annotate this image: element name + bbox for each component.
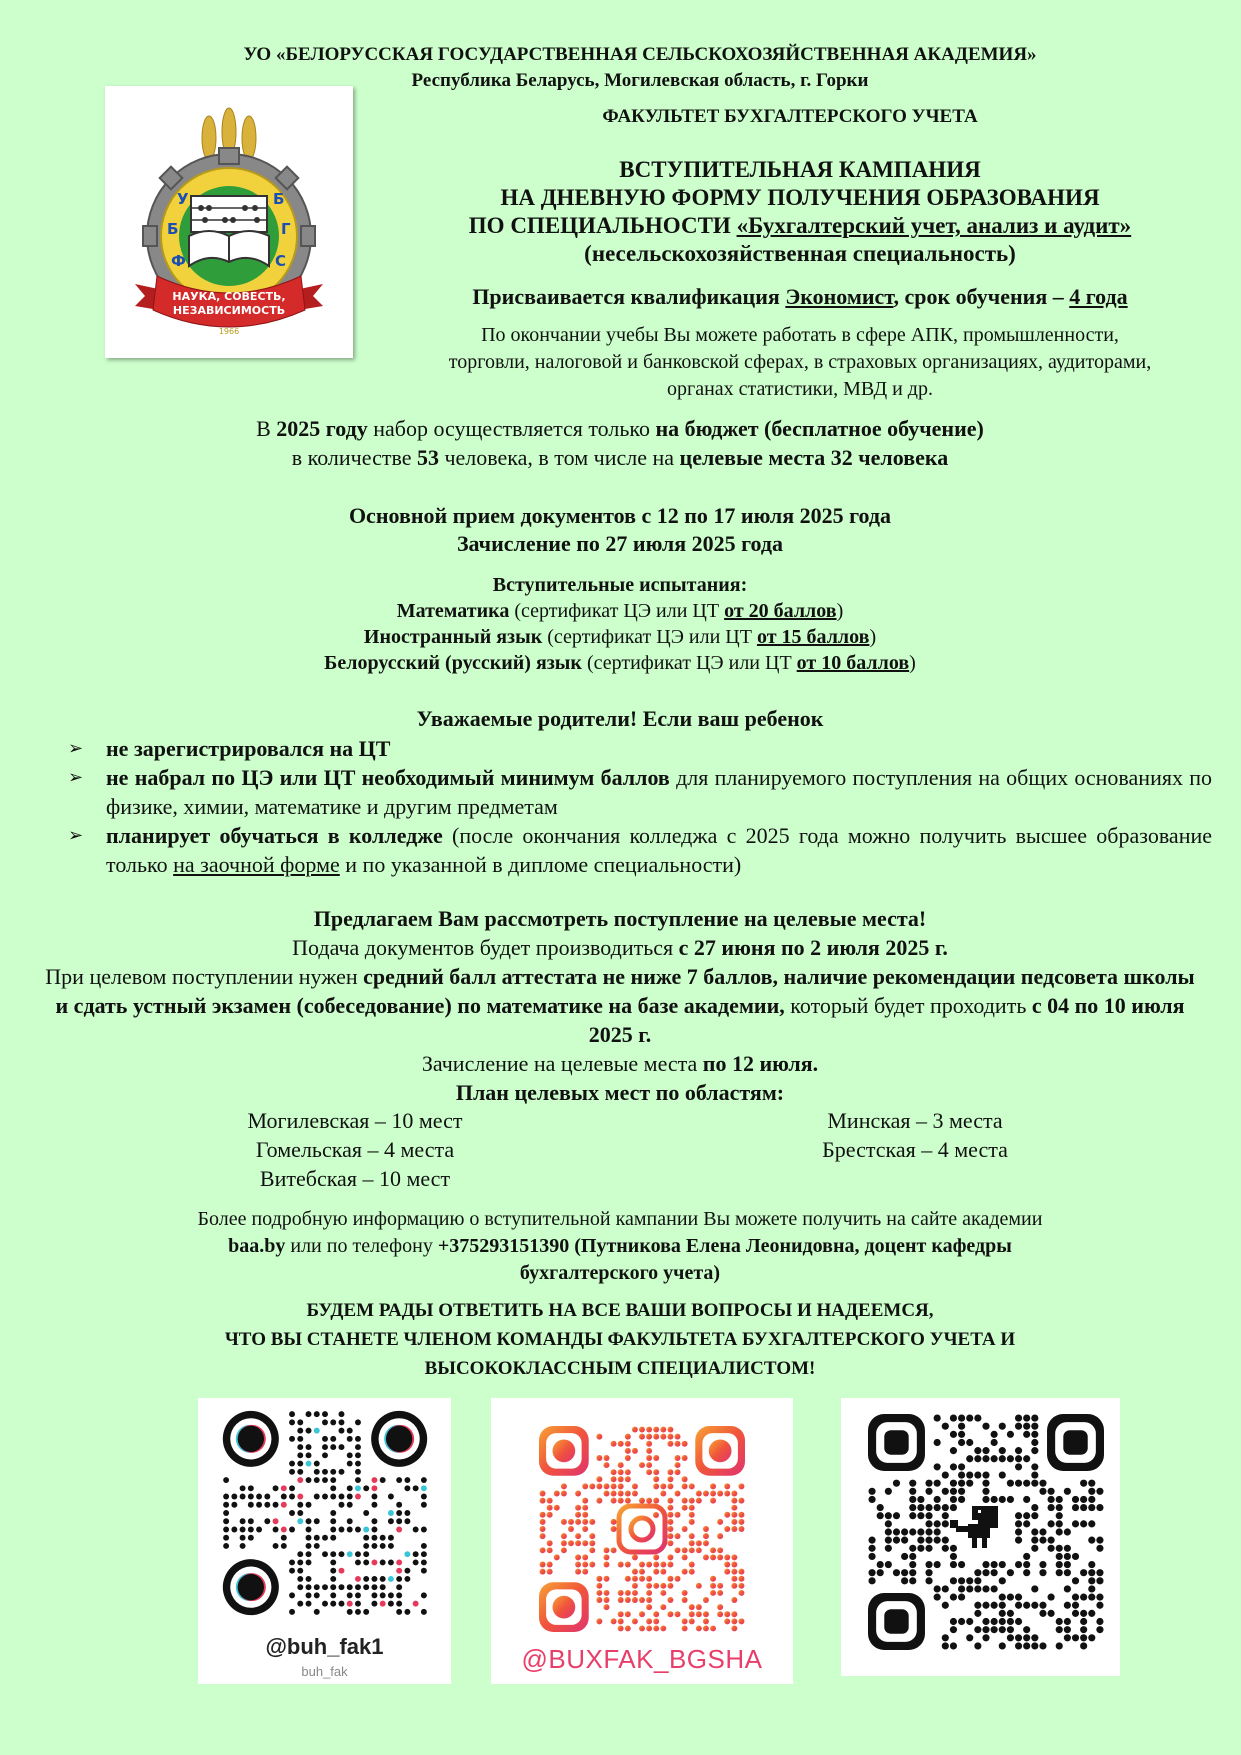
budget-text1: В: [256, 416, 277, 441]
logo-motto-line2: НЕЗАВИСИМОСТЬ: [172, 304, 286, 317]
regions-column-1: [190, 1106, 520, 1193]
offer-req-bold: средний балл аттестата не ниже 7 баллов, наличие рекомендации педсовета школы и сдать устный экзамен (собеседование) по математике на базе академии,: [55, 964, 1195, 1018]
list-item: [60, 763, 1212, 821]
contact-phone: +375293151390 (Путникова Елена Леонидовна, доцент кафедры: [437, 1235, 1012, 1257]
parents-bullets: [60, 734, 1212, 879]
exam-min-score: от 15 баллов: [756, 626, 870, 648]
work-areas-line3: органах статистики, МВД и др.: [667, 378, 933, 400]
qualification-middle: , срок обучения –: [893, 284, 1070, 309]
website-link[interactable]: baa.by: [228, 1235, 286, 1257]
budget-free: на бюджет (бесплатное обучение): [655, 416, 984, 441]
svg-text:Ф: Ф: [171, 252, 186, 270]
offer-submit: [40, 933, 1200, 962]
closing-line2: ЧТО ВЫ СТАНЕТЕ ЧЛЕНОМ КОМАНДЫ ФАКУЛЬТЕТА БУХГАЛТЕРСКОГО УЧЕТА И: [224, 1329, 1016, 1350]
budget-text4: человека, в том числе на: [438, 445, 680, 470]
budget-target: целевые места 32 человека: [679, 445, 949, 470]
work-areas: [380, 322, 1220, 403]
exam-subject: Белорусский (русский) язык: [324, 652, 582, 674]
exam-paren-close: ): [836, 600, 844, 622]
instagram-qr-card[interactable]: [491, 1398, 793, 1684]
closing-message: [80, 1296, 1160, 1383]
svg-text:Б: Б: [167, 220, 179, 238]
arrow-bullet-icon: ➢: [68, 738, 84, 759]
offer-req-prefix: При целевом поступлении нужен: [45, 964, 364, 989]
exam-paren-open: (: [509, 600, 522, 622]
instagram-handle: @BUXFAK_BGSHA: [521, 1644, 763, 1674]
exam-subject: Математика: [396, 600, 510, 622]
logo-motto-line1: НАУКА, СОВЕСТЬ,: [172, 290, 286, 303]
budget-text2: набор осуществляется только: [367, 416, 656, 441]
campaign-line3-prefix: ПО СПЕЦИАЛЬНОСТИ: [468, 213, 737, 238]
offer-exam-dates: с 04 по 10 июля 2025 г.: [588, 993, 1185, 1047]
bullet1-text: не зарегистрировался на ЦТ: [106, 736, 391, 761]
svg-text:Г: Г: [281, 220, 291, 238]
tiktok-qr-card[interactable]: [198, 1398, 451, 1684]
bullet3-rest2: и по указанной в дипломе специальности): [339, 852, 742, 877]
exam-subject: Иностранный язык: [363, 626, 543, 648]
exam-paren-open: (: [542, 626, 554, 648]
svg-text:У: У: [177, 190, 189, 208]
entrance-exams: [80, 572, 1160, 676]
specialty-name: «Бухгалтерский учет, анализ и аудит»: [736, 213, 1132, 238]
study-duration: 4 года: [1069, 284, 1128, 309]
bullet2-bold: не набрал по ЦЭ или ЦТ необходимый минимум баллов: [106, 765, 670, 790]
exam-cert: сертификат ЦЭ или ЦТ: [521, 600, 725, 622]
exam-paren-close: ): [909, 652, 916, 674]
acceptance-dates: Основной прием документов с 12 по 17 июля 2025 года: [348, 503, 892, 528]
regions-column-2: [760, 1106, 1070, 1164]
website-qr-code-icon[interactable]: [868, 1414, 1104, 1650]
logo-year: 1966: [218, 327, 240, 336]
exam-item: [80, 598, 1160, 624]
bullet2-rest: для планируемого поступления на общих основаниях по физике, химии, математике и другим предметам: [106, 765, 1212, 819]
main-dates: [80, 502, 1160, 558]
exam-cert: сертификат ЦЭ или ЦТ: [553, 626, 757, 648]
campaign-line4: (несельскохозяйственная специальность): [584, 241, 1016, 266]
exam-min-score: от 10 баллов: [796, 652, 910, 674]
offer-submit-dates: с 27 июня по 2 июля 2025 г.: [678, 935, 948, 960]
bullet3-rest1: (после окончания колледжа с 2025 года можно получить высшее образование только: [106, 823, 1213, 877]
institution-location: Республика Беларусь, Могилевская область, г. Горки: [411, 70, 869, 91]
work-areas-line2: торговли, налоговой и банковской сферах, в страховых организациях, аудиторами,: [448, 351, 1152, 373]
list-item: [60, 734, 1212, 763]
plan-title: План целевых мест по областям:: [455, 1080, 785, 1105]
offer-requirements: [40, 962, 1200, 1049]
exam-min-score: от 20 баллов: [724, 600, 837, 622]
budget-info: [80, 414, 1160, 472]
institution-name: УО «БЕЛОРУССКАЯ ГОСУДАРСТВЕННАЯ СЕЛЬСКОХОЗЯЙСТВЕННАЯ АКАДЕМИЯ»: [243, 44, 1037, 65]
contact-line1: Более подробную информацию о вступительной кампании Вы можете получить на сайте академии: [197, 1208, 1043, 1230]
budget-count: 53: [416, 445, 439, 470]
instagram-qr-code-icon[interactable]: [539, 1426, 745, 1632]
svg-text:С: С: [275, 252, 287, 270]
arrow-bullet-icon: ➢: [68, 825, 84, 846]
work-areas-line1: По окончании учебы Вы можете работать в сфере АПК, промышленности,: [481, 324, 1119, 346]
offer-enroll-prefix: Зачисление на целевые места: [421, 1051, 703, 1076]
region-item: Могилевская – 10 мест: [247, 1108, 463, 1133]
website-qr-card[interactable]: [841, 1398, 1120, 1676]
exam-paren-open: (: [581, 652, 594, 674]
region-item: Витебская – 10 мест: [259, 1166, 451, 1191]
campaign-line3: [390, 212, 1210, 240]
budget-text3: в количестве: [291, 445, 417, 470]
list-item: [60, 821, 1212, 879]
exam-cert: сертификат ЦЭ или ЦТ: [593, 652, 797, 674]
offer-submit-prefix: Подача документов будет производиться: [292, 935, 679, 960]
bullet3-underline: на заочной форме: [173, 852, 340, 877]
campaign-line1: ВСТУПИТЕЛЬНАЯ КАМПАНИЯ: [619, 157, 981, 182]
campaign-title: [390, 156, 1210, 268]
contact-info: [80, 1206, 1160, 1287]
instagram-logo-icon: [619, 1506, 665, 1552]
region-item: Минская – 3 места: [827, 1108, 1003, 1133]
exam-paren-close: ): [869, 626, 877, 648]
svg-text:Б: Б: [273, 190, 285, 208]
parents-title: Уважаемые родители! Если ваш ребенок: [416, 706, 824, 731]
qualification-title: Экономист: [785, 284, 894, 309]
faculty-name: ФАКУЛЬТЕТ БУХГАЛТЕРСКОГО УЧЕТА: [602, 106, 978, 127]
tiktok-qr-code-icon[interactable]: [222, 1410, 428, 1616]
contact-line3: бухгалтерского учета): [519, 1262, 721, 1284]
dino-icon: [950, 1506, 998, 1548]
exams-title: Вступительные испытания:: [492, 574, 748, 596]
closing-line3: ВЫСОКОКЛАССНЫМ СПЕЦИАЛИСТОМ!: [424, 1358, 816, 1379]
closing-line1: БУДЕМ РАДЫ ОТВЕТИТЬ НА ВСЕ ВАШИ ВОПРОСЫ И НАДЕЕМСЯ,: [306, 1300, 934, 1321]
qualification-line: [390, 284, 1210, 310]
exam-item: [80, 650, 1160, 676]
offer-enroll: [40, 1049, 1200, 1078]
budget-year: 2025 году: [276, 416, 368, 441]
enrollment-date: Зачисление по 27 июля 2025 года: [456, 531, 784, 556]
faculty-emblem-icon: [105, 86, 353, 358]
region-item: Брестская – 4 места: [822, 1137, 1008, 1162]
contact-mid: или по телефону: [285, 1235, 438, 1257]
offer-req-suffix: который будет проходить: [784, 993, 1032, 1018]
target-offer: [40, 904, 1200, 1107]
qualification-prefix: Присваивается квалификация: [472, 284, 786, 309]
offer-title: Предлагаем Вам рассмотреть поступление на целевые места!: [313, 906, 927, 931]
faculty-logo: [105, 86, 353, 358]
campaign-line2: НА ДНЕВНУЮ ФОРМУ ПОЛУЧЕНИЯ ОБРАЗОВАНИЯ: [500, 185, 1100, 210]
bullet3-bold: планирует обучаться в колледже: [106, 823, 443, 848]
region-item: Гомельская – 4 места: [255, 1137, 455, 1162]
arrow-bullet-icon: ➢: [68, 767, 84, 788]
tiktok-subhandle: buh_fak: [301, 1664, 348, 1679]
offer-enroll-date: по 12 июля.: [702, 1051, 819, 1076]
exam-item: [80, 624, 1160, 650]
tiktok-handle: @buh_fak1: [265, 1634, 384, 1659]
